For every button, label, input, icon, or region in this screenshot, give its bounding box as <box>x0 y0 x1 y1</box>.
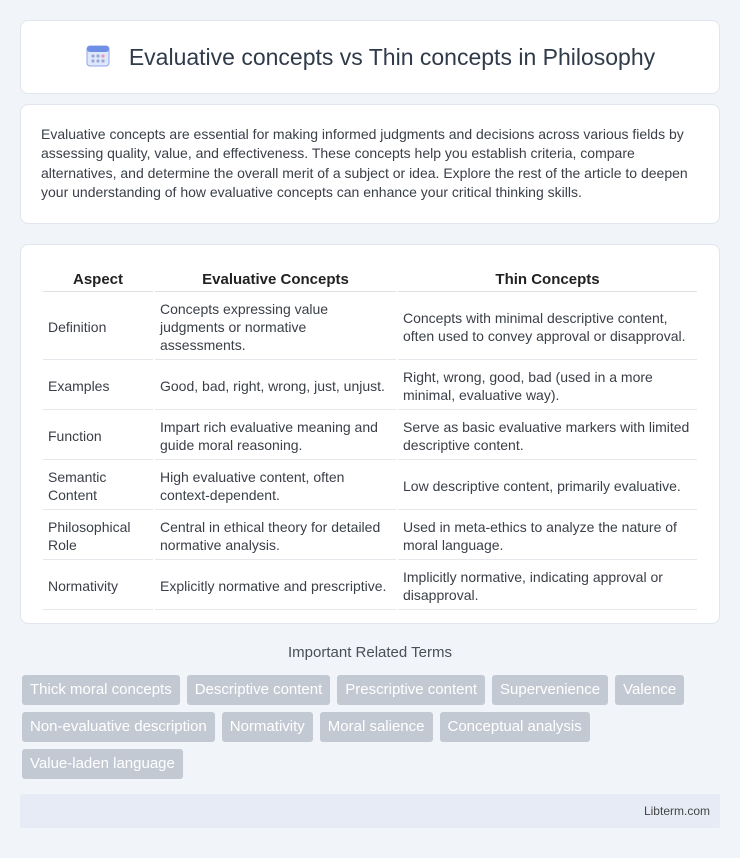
table-cell: Function <box>43 412 153 460</box>
related-term-tag[interactable]: Value-laden language <box>22 749 183 779</box>
table-cell: Semantic Content <box>43 462 153 510</box>
table-row <box>43 462 697 510</box>
table-cell: Normativity <box>43 562 153 610</box>
related-term-tag[interactable]: Normativity <box>222 712 313 742</box>
related-term-tag[interactable]: Supervenience <box>492 675 608 705</box>
related-term-tag[interactable]: Thick moral concepts <box>22 675 180 705</box>
column-header: Evaluative Concepts <box>155 269 396 292</box>
table-row <box>43 512 697 560</box>
table-cell: Central in ethical theory for detailed normative analysis. <box>155 512 396 560</box>
header-card <box>20 20 720 94</box>
table-cell: Concepts expressing value judgments or normative assessments. <box>155 294 396 360</box>
table-cell: Impart rich evaluative meaning and guide moral reasoning. <box>155 412 396 460</box>
intro-text: Evaluative concepts are essential for making informed judgments and decisions across various fields by assessing quality, value, and effectiveness. These concepts help you establish criteria, compare alternatives, and determine the overall merit of a subject or idea. Explore the rest of the article to deepen your understanding of how evaluative concepts can enhance your critical thinking skills. <box>41 126 688 201</box>
related-terms-list <box>22 675 722 779</box>
related-term-tag[interactable]: Moral salience <box>320 712 433 742</box>
table-cell: Concepts with minimal descriptive content, often used to convey approval or disapproval. <box>398 294 697 360</box>
table-cell: Implicitly normative, indicating approval or disapproval. <box>398 562 697 610</box>
table-row <box>43 412 697 460</box>
comparison-table-card <box>20 244 720 624</box>
table-row <box>43 362 697 410</box>
table-cell: Serve as basic evaluative markers with limited descriptive content. <box>398 412 697 460</box>
table-cell: High evaluative content, often context-dependent. <box>155 462 396 510</box>
table-cell: Right, wrong, good, bad (used in a more minimal, evaluative way). <box>398 362 697 410</box>
related-term-tag[interactable]: Descriptive content <box>187 675 331 705</box>
table-cell: Philosophical Role <box>43 512 153 560</box>
table-row <box>43 294 697 360</box>
related-terms-heading: Important Related Terms <box>288 644 452 661</box>
footer <box>20 794 720 828</box>
comparison-table <box>41 267 699 612</box>
column-header: Thin Concepts <box>398 269 697 292</box>
column-header: Aspect <box>43 269 153 292</box>
table-cell: Explicitly normative and prescriptive. <box>155 562 396 610</box>
table-cell: Good, bad, right, wrong, just, unjust. <box>155 362 396 410</box>
table-header-row <box>43 269 697 292</box>
calendar-icon <box>85 42 111 73</box>
table-cell: Examples <box>43 362 153 410</box>
footer-site-link[interactable]: Libterm.com <box>643 804 710 818</box>
related-term-tag[interactable]: Prescriptive content <box>337 675 485 705</box>
page-title: Evaluative concepts vs Thin concepts in Philosophy <box>128 43 656 70</box>
related-term-tag[interactable]: Valence <box>615 675 684 705</box>
table-cell: Used in meta-ethics to analyze the nature of moral language. <box>398 512 697 560</box>
related-term-tag[interactable]: Conceptual analysis <box>440 712 590 742</box>
related-term-tag[interactable]: Non-evaluative description <box>22 712 215 742</box>
intro-card <box>20 104 720 224</box>
table-cell: Low descriptive content, primarily evaluative. <box>398 462 697 510</box>
table-cell: Definition <box>43 294 153 360</box>
table-row <box>43 562 697 610</box>
